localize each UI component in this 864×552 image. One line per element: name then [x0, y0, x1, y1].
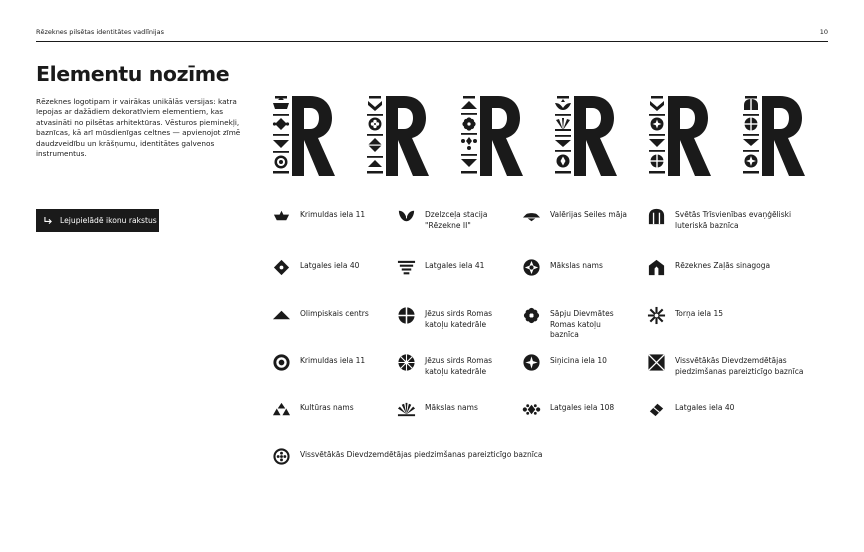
intro-paragraph: Rēzeknes logotipam ir vairākas unikālās versijas: katra Iepojas ar dažādiem dekoratīviem elementiem, kas atvasināti no pilsētas arhitektūras. Vēsturos pieminekļi, baznīcas, kā arī mūsdienīgas celtnes — apvienojot zīmē daudzveidību un krāšņumu, identitātes galvenos instrumentus.: [36, 97, 241, 159]
r-letter-icon: [668, 96, 711, 176]
element-item: Latgales iela 41: [397, 258, 484, 277]
element-item: Dzelzceļa stacija "Rēzekne II": [397, 207, 487, 231]
diamond-pair-icon: [275, 118, 287, 130]
tulip-icon: [650, 101, 664, 111]
logo-variant-2: [366, 96, 428, 176]
element-item: Latgales iela 40: [647, 400, 734, 419]
slanted-bar-icon: [647, 400, 666, 419]
document-title: Rēzeknes pilsētas identitātes vadlīnijas: [36, 28, 164, 36]
r-letter-icon: [762, 96, 805, 176]
dotted-cross-icon: [461, 137, 477, 150]
element-item: Krimuldas iela 11: [272, 207, 365, 226]
logo-variant-5: [648, 96, 710, 176]
element-item: Vissvētākās Dievdzemdētājas piedzimšanas pareizticīgo baznīca: [272, 447, 543, 466]
dotted-cross-icon: [522, 400, 541, 419]
element-item: Latgales iela 40: [272, 258, 359, 277]
tulip-icon: [368, 101, 382, 111]
synagogue-icon: [647, 258, 666, 277]
download-button-label: Lejupielādē ikonu rakstus: [60, 216, 157, 225]
page-header: [36, 26, 828, 42]
logo-variant-6: [742, 96, 804, 176]
quatrefoil-circle-icon: [369, 118, 382, 131]
church-arch-icon: [647, 207, 666, 226]
r-letter-icon: [480, 96, 523, 176]
logo-ornament-column: [648, 96, 666, 176]
flower-icon: [522, 306, 541, 325]
logo-variant-1: [272, 96, 334, 176]
element-item: Sāpju Dievmātes Romas katoļu baznīca: [522, 306, 614, 341]
cross-circle-icon: [397, 306, 416, 325]
logo-variant-4: [554, 96, 616, 176]
triple-triangle-icon: [272, 400, 291, 419]
x-square-icon: [647, 353, 666, 372]
stripes-icon: [397, 258, 416, 277]
leaf-cup-icon: [397, 207, 416, 226]
logo-ornament-column: [366, 96, 384, 176]
element-item: Jēzus sirds Romas katoļu katedrāle: [397, 353, 492, 377]
logo-ornament-column: [460, 96, 478, 176]
element-item: Torņa iela 15: [647, 306, 723, 325]
r-letter-icon: [574, 96, 617, 176]
element-item: Jēzus sirds Romas katoļu katedrāle: [397, 306, 492, 330]
fan-icon: [397, 400, 416, 419]
download-icons-button[interactable]: [36, 209, 159, 232]
elements-grid: [272, 207, 828, 477]
r-letter-icon: [292, 96, 335, 176]
logo-variants: [272, 96, 808, 176]
element-item: Valērijas Seiles māja: [522, 207, 627, 226]
logo-ornament-column: [272, 96, 290, 176]
gear-circle-icon: [522, 258, 541, 277]
element-item: Krimuldas iela 11: [272, 353, 365, 372]
lotus-icon: [555, 99, 571, 110]
diamond-icon: [272, 258, 291, 277]
element-item: Svētās Trīsvienības evaņģēliski luteriskā baznīca: [647, 207, 791, 231]
element-item: Rēzeknes Zaļās sinagoga: [647, 258, 770, 277]
page-number: 10: [819, 28, 828, 36]
arrow-return-right-icon: [44, 217, 53, 225]
fan-icon: [555, 118, 571, 131]
element-item: Siņicina iela 10: [522, 353, 607, 372]
element-item: Latgales iela 108: [522, 400, 614, 419]
asterisk-icon: [647, 306, 666, 325]
logo-variant-3: [460, 96, 522, 176]
element-item: Vissvētākās Dievdzemdētājas piedzimšanas pareizticīgo baznīca: [647, 353, 803, 377]
crown-icon: [273, 97, 289, 109]
triangle-icon: [272, 306, 291, 325]
element-item: Olimpiskais centrs: [272, 306, 369, 325]
triangle-icon: [461, 101, 477, 109]
r-letter-icon: [386, 96, 429, 176]
logo-ornament-column: [554, 96, 572, 176]
cap-icon: [522, 207, 541, 226]
element-item: Mākslas nams: [522, 258, 603, 277]
logo-ornament-column: [742, 96, 760, 176]
star-circle-icon: [522, 353, 541, 372]
element-item: Kultūras nams: [272, 400, 354, 419]
dotted-circle-icon: [272, 447, 291, 466]
boat-icon: [272, 207, 291, 226]
rosette-icon: [397, 353, 416, 372]
ring-target-icon: [272, 353, 291, 372]
element-item: Mākslas nams: [397, 400, 478, 419]
page-title: Elementu nozīme: [36, 62, 230, 86]
